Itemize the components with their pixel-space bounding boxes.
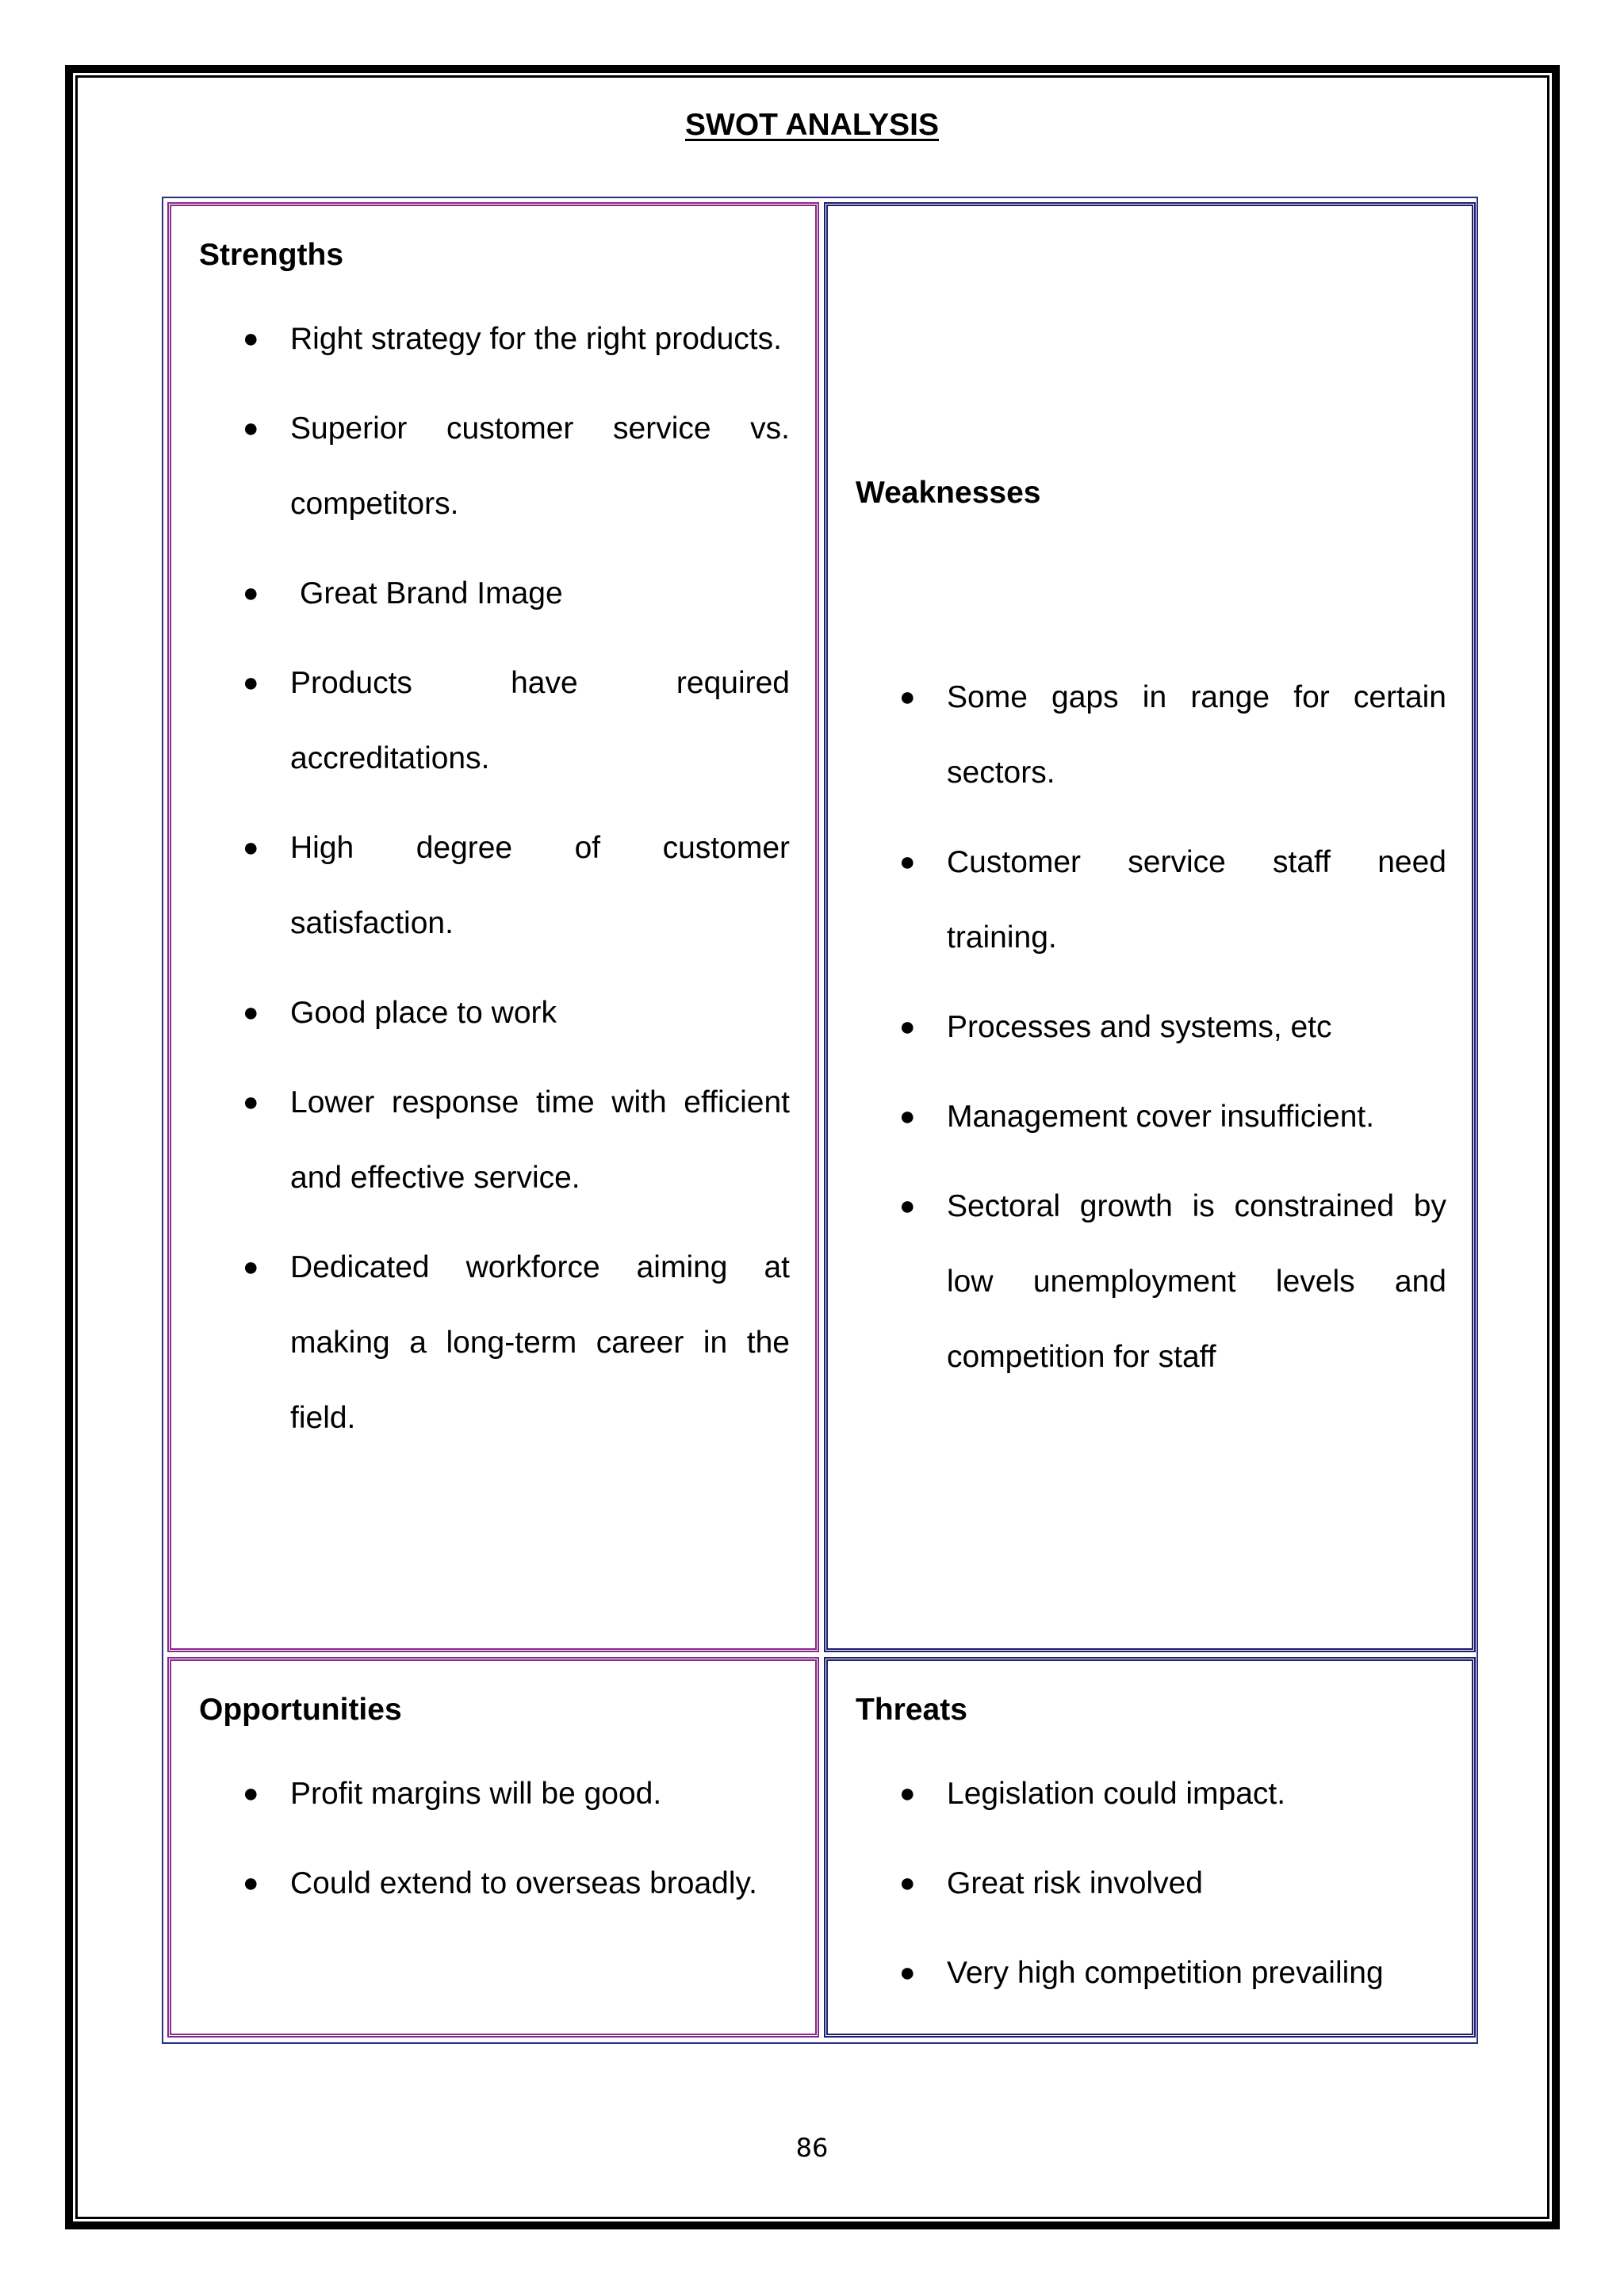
- weaknesses-cell: [824, 202, 1476, 1652]
- weaknesses-heading: Weaknesses: [856, 476, 1041, 510]
- list-item: ● Processes and systems, etc: [947, 989, 1446, 1065]
- opportunities-cell: [167, 1657, 819, 2038]
- bullet-icon: ●: [243, 1778, 259, 1808]
- strengths-cell: [167, 202, 819, 1652]
- list-item: ● Right strategy for the right products.: [290, 301, 790, 377]
- threats-list: [899, 1756, 1446, 2025]
- bullet-icon: ●: [243, 1252, 259, 1282]
- swot-table: [162, 197, 1478, 2044]
- list-item: ● Lower response time with efficient and effective service.: [290, 1065, 790, 1215]
- opportunities-heading: Opportunities: [199, 1693, 402, 1727]
- bullet-icon: ●: [899, 1101, 916, 1131]
- list-item: ● Very high competition prevailing: [947, 1935, 1446, 2011]
- bullet-icon: ●: [243, 1087, 259, 1117]
- bullet-icon: ●: [899, 1868, 916, 1898]
- page-number: 86: [795, 2133, 829, 2163]
- weaknesses-list: [899, 660, 1446, 1409]
- bullet-icon: ●: [243, 668, 259, 698]
- bullet-icon: ●: [899, 682, 916, 712]
- list-item: ● Some gaps in range for certain sectors.: [947, 660, 1446, 810]
- bullet-icon: ●: [899, 1191, 916, 1221]
- bullet-icon: ●: [243, 1868, 259, 1898]
- bullet-icon: ●: [243, 413, 259, 443]
- list-item: ● Customer service staff need training.: [947, 825, 1446, 975]
- bullet-icon: ●: [899, 1778, 916, 1808]
- list-item: ● High degree of customer satisfaction.: [290, 810, 790, 961]
- bullet-icon: ●: [243, 578, 259, 608]
- threats-cell: [824, 1657, 1476, 2038]
- list-item: ● Could extend to overseas broadly.: [290, 1846, 790, 1921]
- list-item: ● Products have required accreditations.: [290, 645, 790, 796]
- list-item: ● Management cover insufficient.: [947, 1079, 1446, 1154]
- list-item: ● Dedicated workforce aiming at making a long-term career in the field.: [290, 1230, 790, 1456]
- strengths-heading: Strengths: [199, 238, 344, 272]
- opportunities-list: [243, 1756, 790, 1935]
- bullet-icon: ●: [243, 323, 259, 354]
- list-item: ● Legislation could impact.: [947, 1756, 1446, 1831]
- list-item: ● Sectoral growth is constrained by low unemployment levels and competition for staff: [947, 1169, 1446, 1395]
- strengths-list: [243, 301, 790, 1470]
- bullet-icon: ●: [899, 1957, 916, 1988]
- bullet-icon: ●: [243, 832, 259, 863]
- bullet-icon: ●: [899, 847, 916, 877]
- list-item: ● Great risk involved: [947, 1846, 1446, 1921]
- page-title: SWOT ANALYSIS: [685, 108, 939, 142]
- bullet-icon: ●: [899, 1012, 916, 1042]
- bullet-icon: ●: [243, 997, 259, 1027]
- list-item: ● Great Brand Image: [290, 556, 790, 631]
- list-item: ● Superior customer service vs. competitors.: [290, 391, 790, 541]
- threats-heading: Threats: [856, 1693, 967, 1727]
- list-item: ● Profit margins will be good.: [290, 1756, 790, 1831]
- list-item: ● Good place to work: [290, 975, 790, 1050]
